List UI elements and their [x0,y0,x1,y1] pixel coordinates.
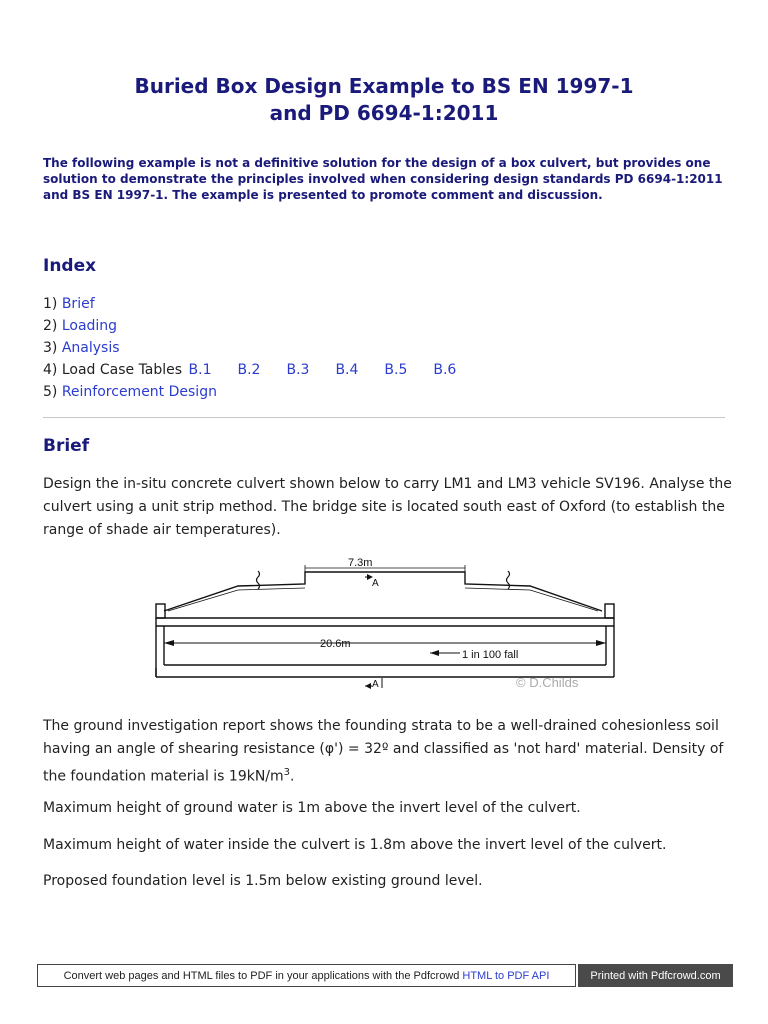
title-line-2: and PD 6694-1:2011 [269,101,499,125]
brief-paragraph-4: Maximum height of water inside the culvert is 1.8m above the invert level of the culvert. [43,837,667,853]
pdfcrowd-footer [37,964,733,987]
span-label: 20.6m [320,638,351,650]
analysis-link[interactable]: Analysis [61,340,120,356]
index-item-reinforcement [43,381,217,403]
index-item-brief [43,293,95,315]
index-item-load-case-tables [43,359,482,381]
brief-heading: Brief [43,436,90,456]
table-b4-link[interactable]: B.4 [335,362,359,378]
superscript-3: 3 [283,767,291,778]
fall-label: 1 in 100 fall [462,649,519,661]
section-label-top: A [372,578,379,589]
reinforcement-design-link[interactable]: Reinforcement Design [61,384,217,400]
section-label-bottom: A [372,679,379,690]
index-number: 4) [43,362,58,378]
table-b2-link[interactable]: B.2 [237,362,261,378]
printed-with-pdfcrowd[interactable]: Printed with Pdfcrowd.com [578,964,733,987]
index-number: 2) [43,318,58,334]
html-to-pdf-api-link[interactable]: HTML to PDF API [462,969,550,982]
index-number: 3) [43,340,58,356]
footer-left [37,964,576,987]
table-b5-link[interactable]: B.5 [384,362,408,378]
loading-link[interactable]: Loading [61,318,118,334]
brief-paragraph-1: Design the in-situ concrete culvert shown below to carry LM1 and LM3 vehicle SV196. Analyse the culvert using a unit strip method. The bridge site is located south east of Oxford (to establish the range of shade air temperatures). [43,476,732,538]
load-case-tables-label: Load Case Tables [61,362,183,378]
title-line-1: Buried Box Design Example to BS EN 1997-1 [134,74,634,98]
brief-paragraph-5: Proposed foundation level is 1.5m below existing ground level. [43,873,483,889]
brief-paragraph-3: Maximum height of ground water is 1m above the invert level of the culvert. [43,800,581,816]
index-item-loading [43,315,117,337]
section-divider [43,417,725,418]
table-b1-link[interactable]: B.1 [188,362,212,378]
index-number: 1) [43,296,58,312]
copyright-mark: © D.Childs [516,675,579,690]
width-label: 7.3m [348,557,373,569]
brief-paragraph-2 [43,715,733,789]
index-item-analysis [43,337,120,359]
culvert-diagram [150,555,620,700]
ground-investigation-text: The ground investigation report shows the founding strata to be a well-drained cohesionless soil having an angle of shearing resistance (φ') = 32º and classified as 'not hard' material. Density of the foundation material is 19kN/m [43,718,724,785]
footer-text: Convert web pages and HTML files to PDF in your applications with the Pdfcrowd [63,969,460,982]
brief-link[interactable]: Brief [61,296,95,312]
intro-paragraph: The following example is not a definitive solution for the design of a box culvert, but provides one solution to demonstrate the principles involved when considering design standards PD 6694-1:2011 and BS EN 1997-1. The example is presented to promote comment and discussion. [43,156,723,202]
table-b6-link[interactable]: B.6 [433,362,457,378]
index-heading: Index [43,256,97,276]
period: . [290,768,295,785]
table-b3-link[interactable]: B.3 [286,362,310,378]
page-title [40,73,728,127]
index-number: 5) [43,384,58,400]
